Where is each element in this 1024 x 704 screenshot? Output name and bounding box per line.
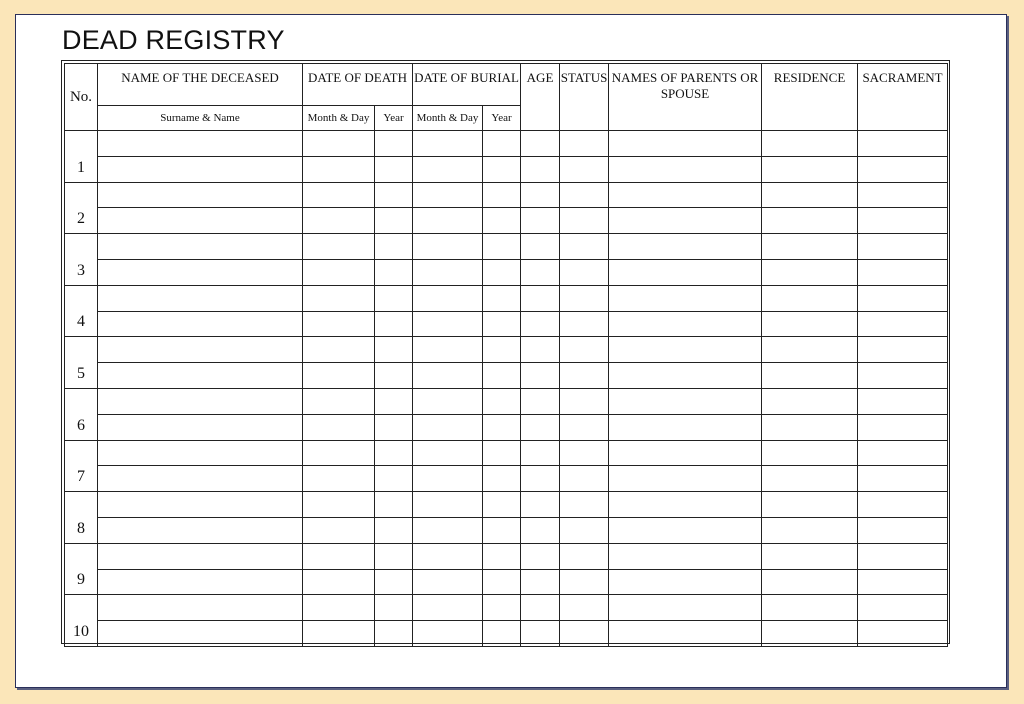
parents-spouse-cell[interactable] — [609, 466, 762, 492]
sacrament-cell[interactable] — [858, 208, 948, 234]
entry-number: 6 — [65, 388, 98, 440]
sacrament-cell[interactable] — [858, 156, 948, 182]
death-year-cell[interactable] — [375, 131, 413, 157]
status-cell[interactable] — [560, 595, 609, 621]
sacrament-cell[interactable] — [858, 363, 948, 389]
age-cell[interactable] — [521, 388, 560, 414]
surname-name-cell[interactable] — [98, 595, 303, 621]
surname-name-cell[interactable] — [98, 492, 303, 518]
death-year-cell[interactable] — [375, 337, 413, 363]
entry-number: 4 — [65, 285, 98, 337]
death-month-day-cell[interactable] — [303, 156, 375, 182]
death-month-day-cell[interactable] — [303, 311, 375, 337]
subheader-burial-year: Year — [483, 106, 521, 131]
entry-number: 2 — [65, 182, 98, 234]
death-year-cell[interactable] — [375, 440, 413, 466]
header-status: STATUS — [560, 64, 609, 131]
table-row — [65, 234, 948, 260]
sacrament-cell[interactable] — [858, 131, 948, 157]
burial-month-day-cell[interactable] — [413, 311, 483, 337]
death-year-cell[interactable] — [375, 595, 413, 621]
header-residence: RESIDENCE — [762, 64, 858, 131]
parents-spouse-cell[interactable] — [609, 517, 762, 543]
surname-name-cell[interactable] — [98, 621, 303, 647]
burial-year-cell[interactable] — [483, 466, 521, 492]
death-month-day-cell[interactable] — [303, 569, 375, 595]
parents-spouse-cell[interactable] — [609, 414, 762, 440]
age-cell[interactable] — [521, 208, 560, 234]
parents-spouse-cell[interactable] — [609, 569, 762, 595]
surname-name-cell[interactable] — [98, 440, 303, 466]
entry-number: 3 — [65, 234, 98, 286]
burial-year-cell[interactable] — [483, 543, 521, 569]
status-cell[interactable] — [560, 285, 609, 311]
status-cell[interactable] — [560, 466, 609, 492]
residence-cell[interactable] — [762, 208, 858, 234]
entry-number: 7 — [65, 440, 98, 492]
death-month-day-cell[interactable] — [303, 621, 375, 647]
residence-cell[interactable] — [762, 492, 858, 518]
table-row — [65, 208, 948, 234]
burial-year-cell[interactable] — [483, 517, 521, 543]
burial-year-cell[interactable] — [483, 131, 521, 157]
age-cell[interactable] — [521, 414, 560, 440]
surname-name-cell[interactable] — [98, 156, 303, 182]
parents-spouse-cell[interactable] — [609, 492, 762, 518]
header-date-of-burial: DATE OF BURIAL — [413, 64, 521, 106]
death-month-day-cell[interactable] — [303, 414, 375, 440]
death-month-day-cell[interactable] — [303, 234, 375, 260]
header-parents-spouse: NAMES OF PARENTS OR SPOUSE — [609, 64, 762, 131]
table-row — [65, 388, 948, 414]
age-cell[interactable] — [521, 440, 560, 466]
parents-spouse-cell[interactable] — [609, 285, 762, 311]
burial-month-day-cell[interactable] — [413, 337, 483, 363]
table-row — [65, 182, 948, 208]
burial-month-day-cell[interactable] — [413, 182, 483, 208]
entry-number: 9 — [65, 543, 98, 595]
age-cell[interactable] — [521, 595, 560, 621]
residence-cell[interactable] — [762, 414, 858, 440]
burial-year-cell[interactable] — [483, 182, 521, 208]
death-year-cell[interactable] — [375, 285, 413, 311]
table-row — [65, 621, 948, 647]
status-cell[interactable] — [560, 543, 609, 569]
age-cell[interactable] — [521, 363, 560, 389]
residence-cell[interactable] — [762, 517, 858, 543]
death-month-day-cell[interactable] — [303, 466, 375, 492]
surname-name-cell[interactable] — [98, 337, 303, 363]
residence-cell[interactable] — [762, 595, 858, 621]
surname-name-cell[interactable] — [98, 311, 303, 337]
table-row — [65, 131, 948, 157]
burial-year-cell[interactable] — [483, 414, 521, 440]
burial-year-cell[interactable] — [483, 492, 521, 518]
burial-month-day-cell[interactable] — [413, 595, 483, 621]
table-row — [65, 466, 948, 492]
residence-cell[interactable] — [762, 311, 858, 337]
sacrament-cell[interactable] — [858, 182, 948, 208]
entry-number: 10 — [65, 595, 98, 647]
table-row — [65, 492, 948, 518]
burial-year-cell[interactable] — [483, 621, 521, 647]
surname-name-cell[interactable] — [98, 208, 303, 234]
status-cell[interactable] — [560, 569, 609, 595]
parents-spouse-cell[interactable] — [609, 156, 762, 182]
residence-cell[interactable] — [762, 388, 858, 414]
age-cell[interactable] — [521, 285, 560, 311]
residence-cell[interactable] — [762, 131, 858, 157]
entry-number: 5 — [65, 337, 98, 389]
death-year-cell[interactable] — [375, 311, 413, 337]
death-year-cell[interactable] — [375, 414, 413, 440]
burial-month-day-cell[interactable] — [413, 440, 483, 466]
residence-cell[interactable] — [762, 259, 858, 285]
age-cell[interactable] — [521, 569, 560, 595]
death-month-day-cell[interactable] — [303, 337, 375, 363]
burial-year-cell[interactable] — [483, 259, 521, 285]
death-year-cell[interactable] — [375, 156, 413, 182]
status-cell[interactable] — [560, 156, 609, 182]
burial-month-day-cell[interactable] — [413, 388, 483, 414]
subheader-burial-month-day: Month & Day — [413, 106, 483, 131]
status-cell[interactable] — [560, 131, 609, 157]
burial-month-day-cell[interactable] — [413, 156, 483, 182]
parents-spouse-cell[interactable] — [609, 234, 762, 260]
parents-spouse-cell[interactable] — [609, 259, 762, 285]
age-cell[interactable] — [521, 492, 560, 518]
burial-year-cell[interactable] — [483, 337, 521, 363]
death-month-day-cell[interactable] — [303, 517, 375, 543]
parents-spouse-cell[interactable] — [609, 337, 762, 363]
surname-name-cell[interactable] — [98, 234, 303, 260]
status-cell[interactable] — [560, 388, 609, 414]
surname-name-cell[interactable] — [98, 569, 303, 595]
residence-cell[interactable] — [762, 156, 858, 182]
registry-body — [65, 131, 948, 647]
death-year-cell[interactable] — [375, 517, 413, 543]
sacrament-cell[interactable] — [858, 337, 948, 363]
header-no: No. — [65, 64, 98, 131]
sacrament-cell[interactable] — [858, 621, 948, 647]
age-cell[interactable] — [521, 337, 560, 363]
sacrament-cell[interactable] — [858, 234, 948, 260]
death-month-day-cell[interactable] — [303, 363, 375, 389]
death-year-cell[interactable] — [375, 621, 413, 647]
burial-month-day-cell[interactable] — [413, 543, 483, 569]
surname-name-cell[interactable] — [98, 543, 303, 569]
burial-month-day-cell[interactable] — [413, 234, 483, 260]
burial-month-day-cell[interactable] — [413, 414, 483, 440]
sacrament-cell[interactable] — [858, 595, 948, 621]
parents-spouse-cell[interactable] — [609, 388, 762, 414]
surname-name-cell[interactable] — [98, 131, 303, 157]
subheader-death-month-day: Month & Day — [303, 106, 375, 131]
status-cell[interactable] — [560, 182, 609, 208]
death-year-cell[interactable] — [375, 208, 413, 234]
table-row — [65, 543, 948, 569]
status-cell[interactable] — [560, 337, 609, 363]
burial-year-cell[interactable] — [483, 311, 521, 337]
parents-spouse-cell[interactable] — [609, 363, 762, 389]
sacrament-cell[interactable] — [858, 492, 948, 518]
age-cell[interactable] — [521, 543, 560, 569]
entry-number: 8 — [65, 492, 98, 544]
burial-year-cell[interactable] — [483, 156, 521, 182]
sacrament-cell[interactable] — [858, 569, 948, 595]
burial-year-cell[interactable] — [483, 595, 521, 621]
table-row — [65, 363, 948, 389]
burial-year-cell[interactable] — [483, 234, 521, 260]
table-row — [65, 517, 948, 543]
residence-cell[interactable] — [762, 337, 858, 363]
burial-month-day-cell[interactable] — [413, 569, 483, 595]
subheader-surname-name: Surname & Name — [98, 106, 303, 131]
header-sacrament: SACRAMENT — [858, 64, 948, 131]
parents-spouse-cell[interactable] — [609, 595, 762, 621]
sacrament-cell[interactable] — [858, 517, 948, 543]
surname-name-cell[interactable] — [98, 466, 303, 492]
death-month-day-cell[interactable] — [303, 440, 375, 466]
sacrament-cell[interactable] — [858, 414, 948, 440]
parents-spouse-cell[interactable] — [609, 208, 762, 234]
death-month-day-cell[interactable] — [303, 259, 375, 285]
surname-name-cell[interactable] — [98, 285, 303, 311]
burial-year-cell[interactable] — [483, 285, 521, 311]
burial-month-day-cell[interactable] — [413, 285, 483, 311]
entry-number: 1 — [65, 131, 98, 183]
age-cell[interactable] — [521, 131, 560, 157]
age-cell[interactable] — [521, 156, 560, 182]
death-year-cell[interactable] — [375, 363, 413, 389]
death-month-day-cell[interactable] — [303, 182, 375, 208]
parents-spouse-cell[interactable] — [609, 182, 762, 208]
sacrament-cell[interactable] — [858, 285, 948, 311]
death-year-cell[interactable] — [375, 492, 413, 518]
sacrament-cell[interactable] — [858, 311, 948, 337]
death-month-day-cell[interactable] — [303, 388, 375, 414]
age-cell[interactable] — [521, 466, 560, 492]
parents-spouse-cell[interactable] — [609, 440, 762, 466]
subheader-death-year: Year — [375, 106, 413, 131]
burial-year-cell[interactable] — [483, 388, 521, 414]
death-year-cell[interactable] — [375, 259, 413, 285]
status-cell[interactable] — [560, 414, 609, 440]
status-cell[interactable] — [560, 311, 609, 337]
parents-spouse-cell[interactable] — [609, 621, 762, 647]
residence-cell[interactable] — [762, 285, 858, 311]
status-cell[interactable] — [560, 492, 609, 518]
status-cell[interactable] — [560, 621, 609, 647]
burial-month-day-cell[interactable] — [413, 517, 483, 543]
registry-sheet — [15, 14, 1007, 688]
sacrament-cell[interactable] — [858, 466, 948, 492]
age-cell[interactable] — [521, 182, 560, 208]
registry-table — [64, 63, 948, 647]
sacrament-cell[interactable] — [858, 388, 948, 414]
table-row — [65, 259, 948, 285]
status-cell[interactable] — [560, 208, 609, 234]
status-cell[interactable] — [560, 363, 609, 389]
status-cell[interactable] — [560, 440, 609, 466]
burial-year-cell[interactable] — [483, 569, 521, 595]
death-month-day-cell[interactable] — [303, 285, 375, 311]
status-cell[interactable] — [560, 517, 609, 543]
surname-name-cell[interactable] — [98, 388, 303, 414]
header-date-of-death: DATE OF DEATH — [303, 64, 413, 106]
age-cell[interactable] — [521, 234, 560, 260]
death-month-day-cell[interactable] — [303, 543, 375, 569]
residence-cell[interactable] — [762, 182, 858, 208]
sacrament-cell[interactable] — [858, 259, 948, 285]
death-month-day-cell[interactable] — [303, 208, 375, 234]
parents-spouse-cell[interactable] — [609, 131, 762, 157]
age-cell[interactable] — [521, 311, 560, 337]
burial-month-day-cell[interactable] — [413, 131, 483, 157]
surname-name-cell[interactable] — [98, 414, 303, 440]
residence-cell[interactable] — [762, 234, 858, 260]
death-year-cell[interactable] — [375, 388, 413, 414]
residence-cell[interactable] — [762, 440, 858, 466]
burial-month-day-cell[interactable] — [413, 259, 483, 285]
burial-year-cell[interactable] — [483, 440, 521, 466]
age-cell[interactable] — [521, 621, 560, 647]
surname-name-cell[interactable] — [98, 182, 303, 208]
residence-cell[interactable] — [762, 363, 858, 389]
burial-month-day-cell[interactable] — [413, 492, 483, 518]
death-year-cell[interactable] — [375, 569, 413, 595]
table-row — [65, 285, 948, 311]
residence-cell[interactable] — [762, 466, 858, 492]
residence-cell[interactable] — [762, 543, 858, 569]
table-row — [65, 414, 948, 440]
page-title: DEAD REGISTRY — [62, 25, 285, 55]
age-cell[interactable] — [521, 517, 560, 543]
death-month-day-cell[interactable] — [303, 595, 375, 621]
table-row — [65, 311, 948, 337]
burial-year-cell[interactable] — [483, 363, 521, 389]
surname-name-cell[interactable] — [98, 517, 303, 543]
age-cell[interactable] — [521, 259, 560, 285]
header-name-deceased: NAME OF THE DECEASED — [98, 64, 303, 106]
death-month-day-cell[interactable] — [303, 131, 375, 157]
surname-name-cell[interactable] — [98, 259, 303, 285]
table-row — [65, 337, 948, 363]
table-row — [65, 569, 948, 595]
table-row — [65, 156, 948, 182]
status-cell[interactable] — [560, 259, 609, 285]
header-age: AGE — [521, 64, 560, 131]
burial-year-cell[interactable] — [483, 208, 521, 234]
death-year-cell[interactable] — [375, 234, 413, 260]
table-row — [65, 440, 948, 466]
burial-month-day-cell[interactable] — [413, 621, 483, 647]
residence-cell[interactable] — [762, 569, 858, 595]
death-year-cell[interactable] — [375, 543, 413, 569]
death-year-cell[interactable] — [375, 182, 413, 208]
status-cell[interactable] — [560, 234, 609, 260]
residence-cell[interactable] — [762, 621, 858, 647]
parents-spouse-cell[interactable] — [609, 543, 762, 569]
sacrament-cell[interactable] — [858, 440, 948, 466]
burial-month-day-cell[interactable] — [413, 466, 483, 492]
burial-month-day-cell[interactable] — [413, 363, 483, 389]
surname-name-cell[interactable] — [98, 363, 303, 389]
death-year-cell[interactable] — [375, 466, 413, 492]
parents-spouse-cell[interactable] — [609, 311, 762, 337]
death-month-day-cell[interactable] — [303, 492, 375, 518]
sacrament-cell[interactable] — [858, 543, 948, 569]
table-row — [65, 595, 948, 621]
burial-month-day-cell[interactable] — [413, 208, 483, 234]
